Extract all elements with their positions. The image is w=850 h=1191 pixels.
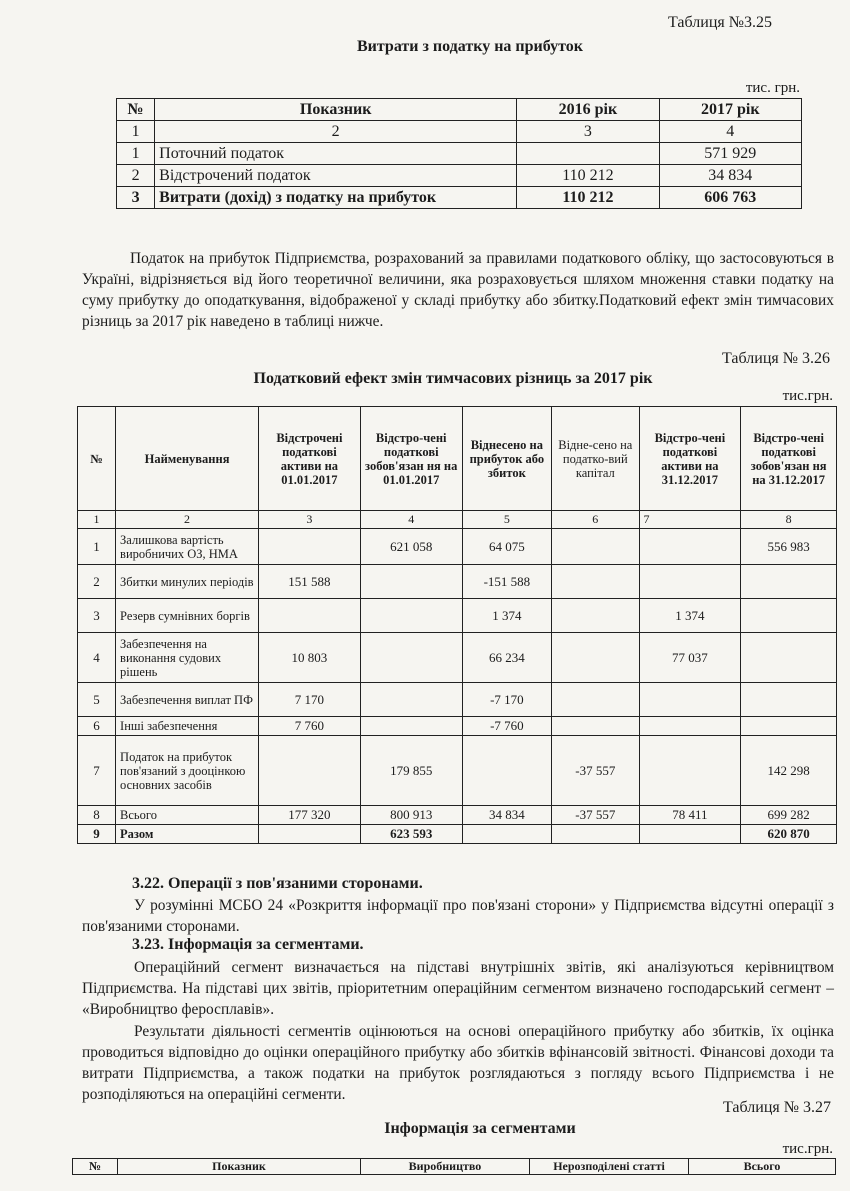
col-number: 2 [155,121,517,143]
value-cell: 10 803 [259,633,361,683]
header-cell: Відне-сено на податко-вий капітал [552,407,639,511]
row-name: Разом [116,825,259,844]
row-name: Поточний податок [155,143,517,165]
table-header-row [73,1159,836,1175]
table-row [78,806,837,825]
table-number: Таблиця №3.25 [668,14,772,31]
header-cell: Відстро-чені податкові зобов'язан ня на 01.01.2017 [360,407,462,511]
units-label: тис. грн. [745,80,800,96]
value-cell [639,736,741,806]
value-cell [552,599,639,633]
table-title: Інформація за сегментами [384,1120,576,1137]
value-cell: -37 557 [552,736,639,806]
value-cell: -37 557 [552,806,639,825]
table-row [78,736,837,806]
table-title: Витрати з податку на прибуток [356,38,584,55]
value-cell [639,683,741,717]
value-cell [552,825,639,844]
table-number: Таблиця № 3.27 [723,1099,831,1116]
header-cell: Найменування [116,407,259,511]
table-row [78,565,837,599]
value-cell: -7 170 [462,683,551,717]
row-number: 7 [78,736,116,806]
col-number: 5 [462,511,551,529]
value-2016 [517,143,659,165]
table-row [117,143,802,165]
row-name: Всього [116,806,259,825]
value-cell [639,529,741,565]
value-cell: 1 374 [462,599,551,633]
header-cell: Відстро-чені податкові зобов'язан ня на 31.12.2017 [741,407,837,511]
column-number-row [78,511,837,529]
units-label: тис.грн. [782,1141,833,1157]
header-cell: Виробництво [361,1159,530,1175]
header-cell: № [73,1159,118,1175]
col-number: 1 [78,511,116,529]
row-name: Резерв сумнівних боргів [116,599,259,633]
value-2017: 571 929 [659,143,801,165]
table-row [78,683,837,717]
header-cell: Віднесено на прибуток або збиток [462,407,551,511]
row-number: 9 [78,825,116,844]
col-number: 3 [517,121,659,143]
value-cell: 7 170 [259,683,361,717]
table-row [78,599,837,633]
header-cell: Відстро-чені податкові активи на 31.12.2017 [639,407,741,511]
segments-table [72,1158,836,1175]
header-cell: 2016 рік [517,99,659,121]
section-heading: 3.22. Операції з пов'язаними сторонами. [132,875,423,892]
table-row [78,529,837,565]
col-number: 3 [259,511,361,529]
value-cell [462,736,551,806]
header-cell: 2017 рік [659,99,801,121]
value-cell [360,717,462,736]
value-cell [259,529,361,565]
value-cell: 177 320 [259,806,361,825]
value-cell [552,633,639,683]
value-cell: 1 374 [639,599,741,633]
section-text: Результати діяльності сегментів оцінюються на основі операційного прибутку або збитків, їх оцінка проводиться відповідно до оцінки операційного прибутку або збитків вфінансовій звітності. Фінансові доходи та витрати Підприємства, а також податки на прибуток розглядаються з погляду всього Підприємства і не розподіляються на операційні сегменти. [82,1023,834,1103]
header-cell: Показник [118,1159,361,1175]
value-cell [259,599,361,633]
value-cell [741,599,837,633]
value-cell: 699 282 [741,806,837,825]
table-header-row [78,407,837,511]
value-cell [552,529,639,565]
units-label: тис.грн. [782,388,833,404]
row-number: 4 [78,633,116,683]
col-number: 2 [116,511,259,529]
row-number: 2 [78,565,116,599]
value-2017: 606 763 [659,187,801,209]
value-cell: 179 855 [360,736,462,806]
header-cell: № [117,99,155,121]
col-number: 6 [552,511,639,529]
table-total-row [117,187,802,209]
value-cell [360,565,462,599]
row-name: Забезпечення виплат ПФ [116,683,259,717]
col-number: 7 [639,511,741,529]
value-cell: 78 411 [639,806,741,825]
header-cell: Всього [689,1159,836,1175]
table-row [78,717,837,736]
row-name: Забезпечення на виконання судових рішень [116,633,259,683]
row-number: 2 [117,165,155,187]
value-cell [552,717,639,736]
row-name: Залишкова вартість виробничих ОЗ, НМА [116,529,259,565]
value-cell [741,633,837,683]
value-cell: 621 058 [360,529,462,565]
col-number: 1 [117,121,155,143]
value-cell: 142 298 [741,736,837,806]
tax-effect-table [77,406,837,844]
row-name: Збитки минулих періодів [116,565,259,599]
table-title: Податковий ефект змін тимчасових різниць за 2017 рік [253,370,653,387]
col-number: 4 [659,121,801,143]
value-cell [462,825,551,844]
table-header-row [117,99,802,121]
row-number: 1 [78,529,116,565]
body-paragraph: Податок на прибуток Підприємства, розрахований за правилами податкового обліку, що застосовуються в Україні, відрізняється від його теоретичної величини, яка розраховується шляхом множення ставки податку на суму прибутку до оподаткування, відображеної у складі прибутку або збитку.Податковий ефект змін тимчасових різниць за 2017 рік наведено в таблиці нижче. [82,250,834,330]
row-name: Інші забезпечення [116,717,259,736]
value-cell [639,825,741,844]
row-number: 6 [78,717,116,736]
value-cell [360,633,462,683]
row-name: Податок на прибуток пов'язаний з дооцінкою основних засобів [116,736,259,806]
value-cell: 800 913 [360,806,462,825]
value-cell [639,717,741,736]
section-text: У розумінні МСБО 24 «Розкриття інформації про пов'язані сторони» у Підприємства відсутні операції з пов'язаними сторонами. [82,897,834,935]
value-cell: 623 593 [360,825,462,844]
value-cell [552,565,639,599]
column-number-row [117,121,802,143]
value-2017: 34 834 [659,165,801,187]
value-cell: 66 234 [462,633,551,683]
table-total-row [78,825,837,844]
row-name: Витрати (дохід) з податку на прибуток [155,187,517,209]
value-cell: -151 588 [462,565,551,599]
value-cell: 151 588 [259,565,361,599]
table-row [117,165,802,187]
table-row [78,633,837,683]
value-cell: -7 760 [462,717,551,736]
value-cell [259,825,361,844]
value-cell [259,736,361,806]
tax-expense-table [116,98,802,209]
value-cell [741,717,837,736]
section-text: Операційний сегмент визначається на підставі внутрішніх звітів, які аналізуються керівництвом Підприємства. На підставі цих звітів, пріоритетним операційним сегментом визначено господарський сегмент – «Виробництво феросплавів». [82,959,834,1018]
value-cell [552,683,639,717]
value-cell [741,565,837,599]
value-cell [741,683,837,717]
value-cell [360,683,462,717]
row-number: 5 [78,683,116,717]
section-heading: 3.23. Інформація за сегментами. [132,936,364,953]
header-cell: Відстрочені податкові активи на 01.01.2017 [259,407,361,511]
value-cell: 620 870 [741,825,837,844]
row-number: 1 [117,143,155,165]
value-cell [639,565,741,599]
value-cell: 64 075 [462,529,551,565]
value-cell: 77 037 [639,633,741,683]
value-2016: 110 212 [517,165,659,187]
table-number: Таблиця № 3.26 [722,350,830,367]
col-number: 8 [741,511,837,529]
value-cell: 556 983 [741,529,837,565]
row-number: 3 [117,187,155,209]
row-number: 3 [78,599,116,633]
col-number: 4 [360,511,462,529]
value-2016: 110 212 [517,187,659,209]
value-cell: 34 834 [462,806,551,825]
row-name: Відстрочений податок [155,165,517,187]
value-cell: 7 760 [259,717,361,736]
header-cell: Нерозподілені статті [530,1159,689,1175]
header-cell: Показник [155,99,517,121]
header-cell: № [78,407,116,511]
row-number: 8 [78,806,116,825]
value-cell [360,599,462,633]
